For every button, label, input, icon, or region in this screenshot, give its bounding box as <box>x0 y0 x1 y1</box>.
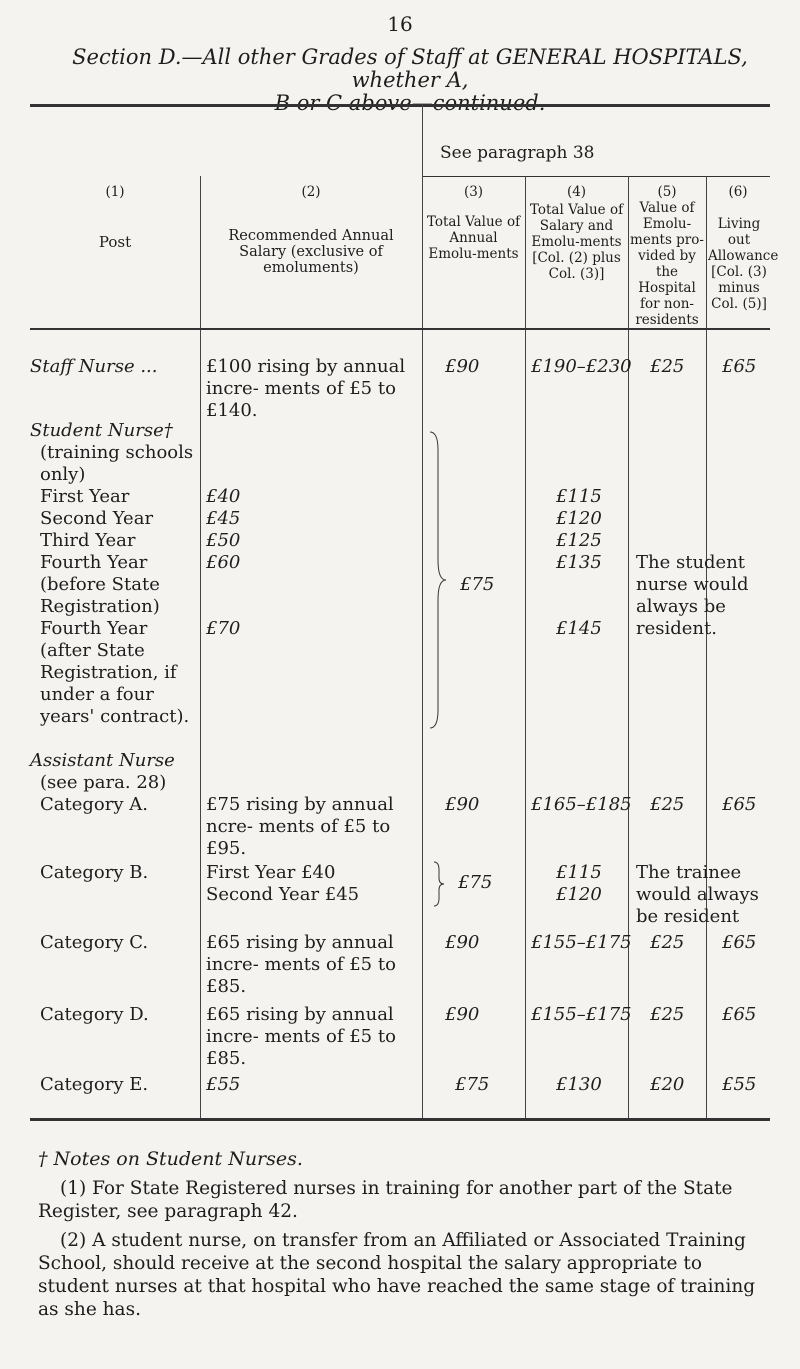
c3-category-e: £75 <box>455 1074 490 1095</box>
c4-category-b-2: £120 <box>556 884 602 905</box>
post-category-e: Category E. <box>40 1074 149 1095</box>
c4-category-e: £130 <box>556 1074 602 1095</box>
c3-category-a: £90 <box>445 794 480 815</box>
c6-category-a: £65 <box>722 794 757 815</box>
salary-category-d: £65 rising by annual incre- ments of £5 to £85. <box>206 1004 396 1069</box>
salary-category-a: £75 rising by annual ncre- ments of £5 to £95. <box>206 794 394 859</box>
c3-category-d: £90 <box>445 1004 480 1025</box>
c4-fourth-after: £145 <box>556 618 602 639</box>
c4-fourth-before: £135 <box>556 552 602 573</box>
salary-category-b-2: Second Year £45 <box>206 884 360 905</box>
notes-section <box>38 1148 772 1327</box>
note-1: (1) For State Registered nurses in training for another part of the State Register, see paragraph 42. <box>38 1178 733 1222</box>
c3-student: £75 <box>460 574 495 595</box>
notes-heading: † Notes on Student Nurses. <box>38 1148 303 1170</box>
brace-student <box>428 430 448 730</box>
col-sep-3 <box>422 104 423 1119</box>
salary-first-year: £40 <box>206 486 241 507</box>
c6-category-e: £55 <box>722 1074 757 1095</box>
post-fourth-before: Fourth Year (before State Registration) <box>40 552 160 617</box>
col4-num: (4) <box>566 184 587 200</box>
c5-category-d: £25 <box>650 1004 685 1025</box>
top-rule <box>30 104 770 107</box>
salary-category-b-1: First Year £40 <box>206 862 336 883</box>
c5-category-c: £25 <box>650 932 685 953</box>
c4-category-c: £155–£175 <box>531 932 632 953</box>
col-sep-4 <box>525 176 526 1119</box>
col-sep-5 <box>628 176 629 1119</box>
salary-category-c: £65 rising by annual incre- ments of £5 to £85. <box>206 932 396 997</box>
c4-category-b-1: £115 <box>556 862 602 883</box>
col6-num: (6) <box>728 184 748 200</box>
col1-num: (1) <box>105 184 125 200</box>
col5-label: Value of Emolu-ments pro-vided by the Hospital for non-residents <box>630 200 704 328</box>
student-heading: Student Nurse† <box>30 420 173 441</box>
assistant-heading-sub: (see para. 28) <box>40 772 167 793</box>
post-category-b: Category B. <box>40 862 149 883</box>
brace-category-b <box>432 860 446 908</box>
c6-category-d: £65 <box>722 1004 757 1025</box>
col4-label: Total Value of Salary and Emolu-ments [Col. (2) plus Col. (3)] <box>529 202 624 282</box>
student-heading-sub: (training schools only) <box>40 442 194 485</box>
c4-category-d: £155–£175 <box>531 1004 632 1025</box>
col3-num: (3) <box>463 184 484 200</box>
c4-category-a: £165–£185 <box>531 794 632 815</box>
col-sep-2 <box>200 176 201 1119</box>
header-rule <box>30 328 770 330</box>
c4-first-year: £115 <box>556 486 602 507</box>
salary-third-year: £50 <box>206 530 241 551</box>
section-title-line2: B or C above—continued. <box>274 91 546 115</box>
post-fourth-after: Fourth Year (after State Registration, if under a four years' contract). <box>40 618 190 727</box>
col-sep-6 <box>706 176 707 1119</box>
post-category-c: Category C. <box>40 932 149 953</box>
col2-num: (2) <box>301 184 321 200</box>
c4-third-year: £125 <box>556 530 602 551</box>
col6-label: Living out Allowance [Col. (3) minus Col. (5)] <box>708 216 779 312</box>
c3-category-b: £75 <box>458 872 493 893</box>
post-category-d: Category D. <box>40 1004 149 1025</box>
post-first-year: First Year <box>40 486 130 507</box>
salary-staff-nurse: £100 rising by annual incre- ments of £5 to £140. <box>206 356 406 421</box>
col3-label: Total Value of Annual Emolu-ments <box>426 214 521 262</box>
col1-label: Post <box>98 233 132 251</box>
salary-fourth-after: £70 <box>206 618 241 639</box>
bottom-rule <box>30 1118 770 1121</box>
section-title-line1: Section D.—All other Grades of Staff at GENERAL HOSPITALS, whether A, <box>72 45 748 92</box>
post-third-year: Third Year <box>40 530 136 551</box>
c3-staff-nurse: £90 <box>445 356 480 377</box>
salary-second-year: £45 <box>206 508 241 529</box>
post-category-a: Category A. <box>40 794 148 815</box>
see-paragraph: See paragraph 38 <box>440 143 595 163</box>
note-2: (2) A student nurse, on transfer from an Affiliated or Associated Training School, should receive at the second hospital the salary appropriate to student nurses at that hospital who have reached the same stage of training as she has. <box>38 1230 756 1320</box>
page-number: 16 <box>387 12 413 36</box>
col2-label: Recommended Annual Salary (exclusive of emoluments) <box>228 228 394 276</box>
post-staff-nurse: Staff Nurse ... <box>30 356 158 377</box>
c5-staff-nurse: £25 <box>650 356 685 377</box>
student-note: The student nurse would always be resident. <box>636 552 749 639</box>
col5-num: (5) <box>657 184 677 200</box>
c6-staff-nurse: £65 <box>722 356 757 377</box>
c4-staff-nurse: £190–£230 <box>531 356 632 377</box>
see-paragraph-rule <box>422 176 770 177</box>
c3-category-c: £90 <box>445 932 480 953</box>
assistant-heading: Assistant Nurse <box>30 750 175 771</box>
salary-category-e: £55 <box>206 1074 241 1095</box>
c5-category-e: £20 <box>650 1074 685 1095</box>
salary-fourth-before: £60 <box>206 552 241 573</box>
c6-category-c: £65 <box>722 932 757 953</box>
c4-second-year: £120 <box>556 508 602 529</box>
c5-category-a: £25 <box>650 794 685 815</box>
post-second-year: Second Year <box>40 508 154 529</box>
category-b-note: The trainee would always be resident <box>636 862 759 927</box>
